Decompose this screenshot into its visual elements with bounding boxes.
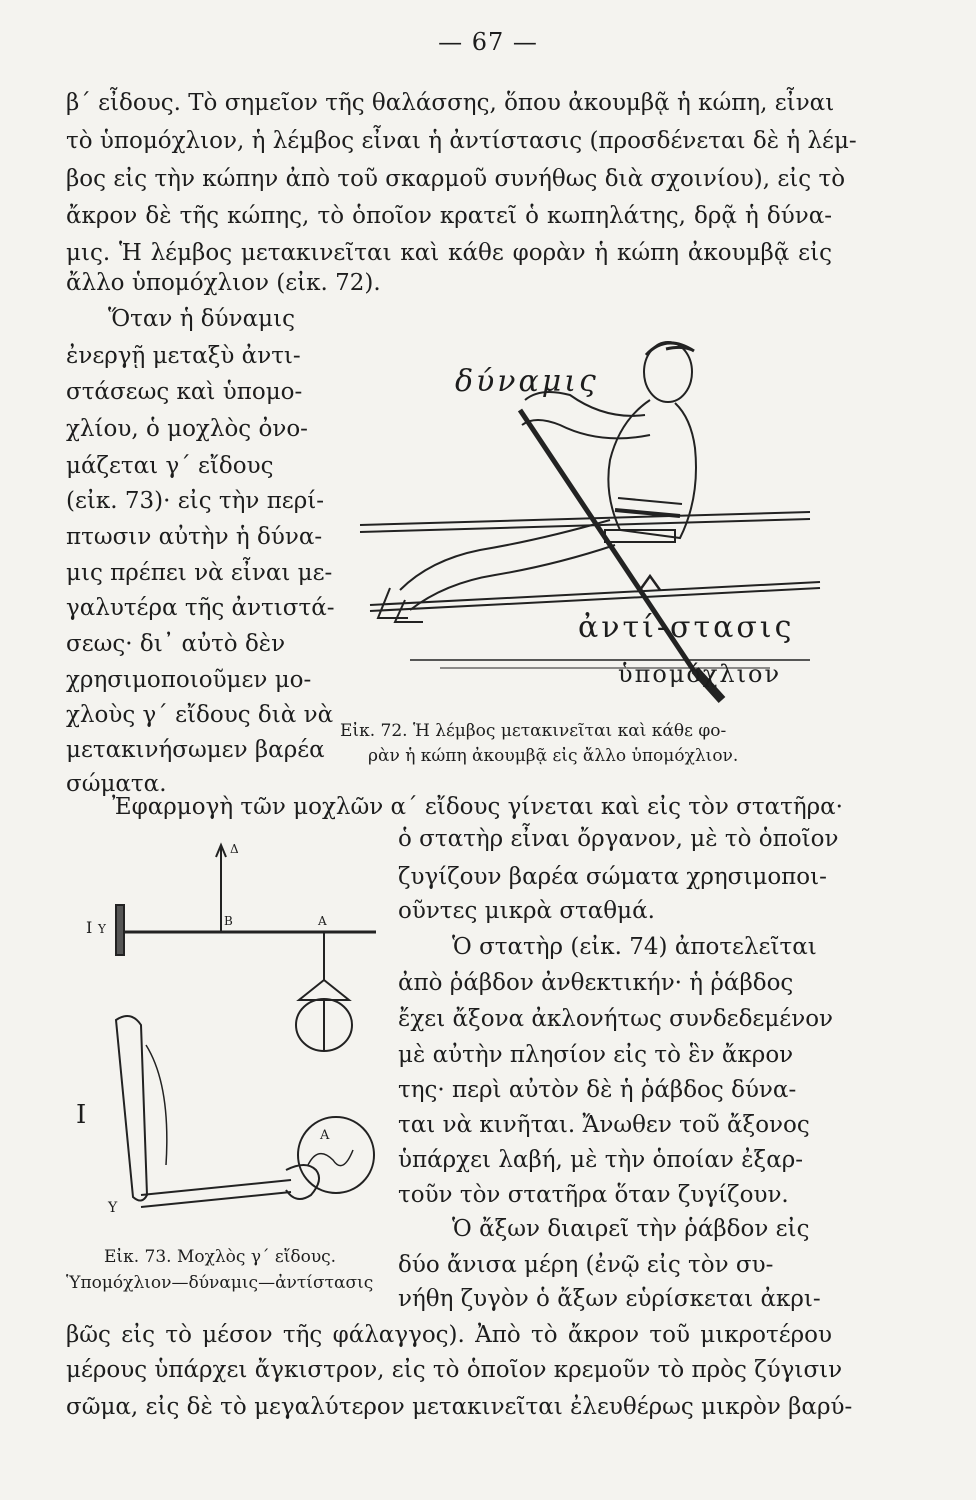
page-number: — 67 — xyxy=(438,28,538,56)
text-line: ται νὰ κινῆται. Ἄνωθεν τοῦ ἄξονος xyxy=(398,1112,810,1138)
figure-label-A: A xyxy=(318,914,327,928)
text-line: μέρους ὑπάρχει ἄγκιστρον, εἰς τὸ ὁποῖον κρεμοῦν τὸ πρὸς ζύγισιν xyxy=(66,1357,843,1383)
text-line: Ὅταν ἡ δύναμις xyxy=(108,306,295,332)
figure-label-I2: I xyxy=(76,1100,87,1130)
text-line: οῦντες μικρὰ σταθμά. xyxy=(398,898,655,924)
text-line: μετακινήσωμεν βαρέα xyxy=(66,737,325,763)
text-line: βῶς εἰς τὸ μέσον τῆς φάλαγγος). Ἀπὸ τὸ ἄκρον τοῦ μικροτέρου xyxy=(66,1322,832,1348)
figure-label-Y: Y xyxy=(98,922,106,936)
figure-label-I: I xyxy=(86,918,93,937)
text-line: ἀπὸ ῥάβδον ἀνθεκτικήν· ἡ ῥάβδος xyxy=(398,970,794,996)
text-line: δύο ἄνισα μέρη (ἐνῷ εἰς τὸν συ- xyxy=(398,1252,774,1278)
figure-73-caption: Εἰκ. 73. Μοχλὸς γ΄ εἴδους. xyxy=(104,1247,337,1267)
text-line: γαλυτέρα τῆς ἀντιστά- xyxy=(66,595,335,621)
text-line: μάζεται γ΄ εἴδους xyxy=(66,453,274,479)
text-line: σώματα. xyxy=(66,771,167,797)
text-line: χλίου, ὁ μοχλὸς ὀνο- xyxy=(66,416,308,442)
figure-73-caption-cont: Ὑπομόχλιον—δύναμις—ἀντίστασις xyxy=(66,1273,374,1293)
figure-73-lever-diagram xyxy=(66,835,396,1245)
text-line: β΄ εἶδους. Τὸ σημεῖον τῆς θαλάσσης, ὅπου ἀκουμβᾷ ἡ κώπη, εἶναι xyxy=(66,90,835,116)
text-line: χλοὺς γ΄ εἴδους διὰ νὰ xyxy=(66,702,334,728)
text-line: στάσεως καὶ ὑπομο- xyxy=(66,379,303,405)
text-line: μις. Ἡ λέμβος μετακινεῖται καὶ κάθε φορὰν ἡ κώπη ἀκουμβᾷ εἰς xyxy=(66,240,832,266)
text-line: βος εἰς τὴν κώπην ἀπὸ τοῦ σκαρμοῦ συνήθως διὰ σχοινίου), εἰς τὸ xyxy=(66,166,846,192)
text-line: σῶμα, εἰς δὲ τὸ μεγαλύτερον μετακινεῖται ἐλευθέρως μικρὸν βαρύ- xyxy=(66,1394,853,1420)
text-line: Ἐφαρμογὴ τῶν μοχλῶν α΄ εἴδους γίνεται καὶ εἰς τὸν στατῆρα· xyxy=(112,794,843,820)
text-line: ζυγίζουν βαρέα σώματα χρησιμοποι- xyxy=(398,864,827,890)
text-line: ὑπάρχει λαβή, μὲ τὴν ὁποίαν ἐξαρ- xyxy=(398,1147,804,1173)
text-line: σεως· δι᾽ αὐτὸ δὲν xyxy=(66,631,286,657)
text-line: νήθη ζυγὸν ὁ ἄξων εὑρίσκεται ἀκρι- xyxy=(398,1286,821,1312)
text-line: τοῦν τὸν στατῆρα ὅταν ζυγίζουν. xyxy=(398,1182,789,1208)
text-line: της· περὶ αὐτὸν δὲ ἡ ῥάβδος δύνα- xyxy=(398,1077,797,1103)
figure-72-caption: Εἰκ. 72. Ἡ λέμβος μετακινεῖται καὶ κάθε φο- xyxy=(340,721,727,741)
figure-label-delta: Δ xyxy=(230,842,239,856)
figure-label-fulcrum: ὑπομόχλιον xyxy=(618,660,782,688)
text-line: ὁ στατὴρ εἶναι ὄργανον, μὲ τὸ ὁποῖον xyxy=(398,826,839,852)
figure-label-B: B xyxy=(224,914,233,928)
text-line: πτωσιν αὐτὴν ἡ δύνα- xyxy=(66,524,323,550)
text-line: Ὁ ἄξων διαιρεῖ τὴν ῥάβδον εἰς xyxy=(452,1216,810,1242)
text-line: μὲ αὐτὴν πλησίον εἰς τὸ ἓν ἄκρον xyxy=(398,1042,794,1068)
text-line: ἄλλο ὑπομόχλιον (εἰκ. 72). xyxy=(66,270,381,296)
text-line: ἐνεργῇ μεταξὺ ἀντι- xyxy=(66,343,301,369)
figure-72-caption-cont: ρὰν ἡ κώπη ἀκουμβᾷ εἰς ἄλλο ὑπομόχλιον. xyxy=(368,746,739,766)
figure-label-force: δύναμις xyxy=(455,364,599,399)
text-line: Ὁ στατὴρ (εἰκ. 74) ἀποτελεῖται xyxy=(452,934,817,960)
text-line: χρησιμοποιοῦμεν μο- xyxy=(66,667,312,693)
text-line: ἔχει ἄξονα ἀκλονήτως συνδεδεμένον xyxy=(398,1006,834,1032)
text-line: μις πρέπει νὰ εἶναι με- xyxy=(66,560,333,586)
figure-label-resistance: ἀντί-στασις xyxy=(578,610,795,645)
text-line: (εἰκ. 73)· εἰς τὴν περί- xyxy=(66,488,325,514)
figure-label-A2: A xyxy=(320,1128,330,1143)
figure-label-Y2: Y xyxy=(108,1200,118,1216)
text-line: τὸ ὑπομόχλιον, ἡ λέμβος εἶναι ἡ ἀντίστασις (προσδένεται δὲ ἡ λέμ- xyxy=(66,128,857,154)
text-line: ἄκρον δὲ τῆς κώπης, τὸ ὁποῖον κρατεῖ ὁ κωπηλάτης, δρᾷ ἡ δύνα- xyxy=(66,203,832,229)
